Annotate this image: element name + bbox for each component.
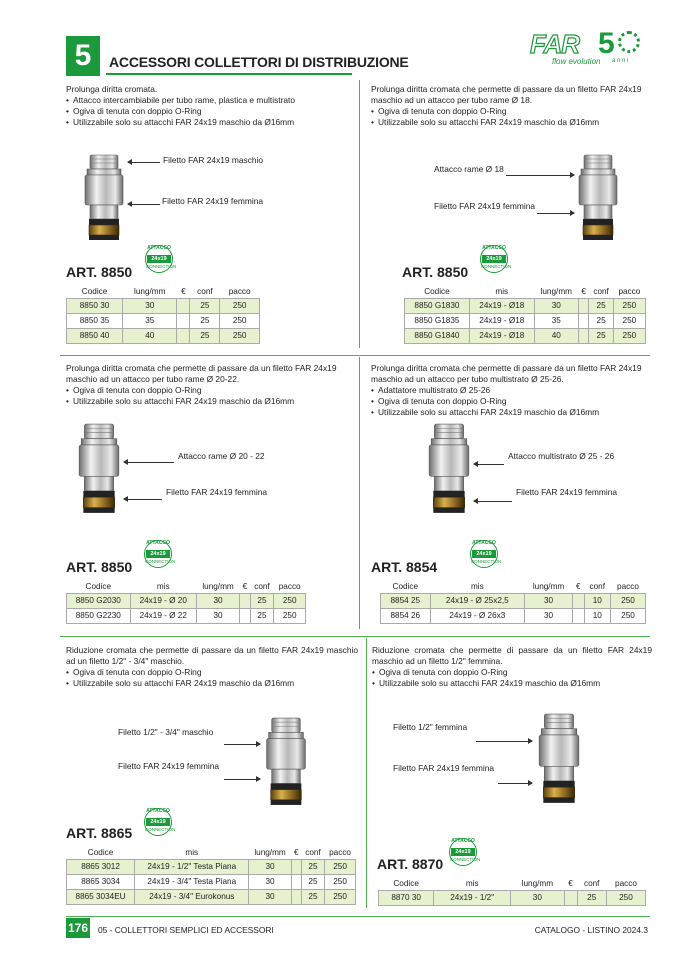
price-table: Codice mis lung/mm € conf pacco 8854 25 24x19 - Ø 25x2,5 30 10 250 8854 26 24x19 - Ø 26x3 30 10 250 [380, 580, 646, 624]
arrow [124, 462, 174, 463]
product-description: Prolunga diritta cromata che permette di passare da un filetto FAR 24x19 maschio ad un attacco per tubo rame Ø 18. • Ogiva di tenuta con doppio O-Ring • Utilizzabile solo su attacchi FAR 24x19 maschio da Ø16mm [371, 84, 651, 128]
arrow [537, 213, 574, 214]
fitting-image [78, 422, 120, 516]
vertical-divider [359, 80, 360, 348]
arrow [474, 464, 504, 465]
connection-badge: ATTACCO 24x19 CONNECTION [480, 245, 508, 273]
table-row: 8850 G1840 24x19 - Ø18 40 25 250 [405, 328, 646, 343]
section-number: 5 [66, 36, 100, 76]
fitting-image [428, 422, 470, 516]
table-row: 8850 35 35 25 250 [67, 313, 260, 328]
arrow [128, 204, 160, 205]
table-row: 8850 G2230 24x19 - Ø 22 30 25 250 [67, 608, 306, 623]
connection-badge: ATTACCO 24x19 CONNECTION [144, 808, 172, 836]
article-title: ART. 8870 [377, 856, 444, 872]
fitting-image [578, 153, 618, 243]
product-description: Riduzione cromata che permette di passare da un filetto FAR 24x19 maschio ad un filetto 1/2" - 3/4" maschio. • Ogiva di tenuta con doppio O-Ring • Utilizzabile solo su attacchi FAR 24x19 maschio da Ø16mm [66, 645, 358, 689]
header-rule [106, 73, 352, 75]
connection-badge: ATTACCO 24x19 CONNECTION [145, 245, 173, 273]
table-row: 8865 3012 24x19 - 1/2" Testa Piana 30 25 250 [67, 859, 356, 874]
table-row: 8850 G2030 24x19 - Ø 20 30 25 250 [67, 593, 306, 608]
article-title: ART. 8850 [66, 559, 133, 575]
horizontal-divider [60, 636, 650, 637]
price-table: Codice mis lung/mm € conf pacco 8850 G2030 24x19 - Ø 20 30 25 250 8850 G2230 24x19 - Ø 22 30 25 250 [66, 580, 306, 624]
article-title: ART. 8850 [402, 264, 469, 280]
arrow [124, 499, 162, 500]
table-row: 8865 3034EU 24x19 - 3/4" Eurokonus 30 25 250 [67, 889, 356, 904]
footer-catalog: CATALOGO - LISTINO 2024.3 [534, 925, 648, 935]
fitting-image [264, 716, 308, 808]
article-title: ART. 8850 [66, 264, 133, 280]
table-row: 8854 26 24x19 - Ø 26x3 30 10 250 [381, 608, 646, 623]
fitting-image [538, 712, 580, 806]
price-table: Codice mis lung/mm € conf pacco 8865 3012 24x19 - 1/2" Testa Piana 30 25 250 8865 3034 24x19 - 3/4" Testa Piana 30 25 250 8865 3034EU 24x19 - 3/4" Eurokonus 30 25 250 [66, 846, 356, 905]
label-thread-female: Filetto FAR 24x19 femmina [118, 761, 220, 771]
table-row: 8870 30 24x19 - 1/2" 30 25 250 [379, 890, 646, 905]
label-thread-female-half: Filetto 1/2" femmina [393, 722, 468, 732]
far-logo: FAR 5 flow evolution a n n i [526, 27, 646, 69]
fitting-image [84, 153, 124, 243]
page-number: 176 [66, 918, 90, 938]
connection-badge: ATTACCO 24x19 CONNECTION [449, 838, 477, 866]
arrow [506, 175, 574, 176]
price-table: Codice lung/mm € conf pacco 8850 30 30 25 250 8850 35 35 25 250 8850 40 40 25 250 [66, 285, 260, 344]
table-row: 8850 40 40 25 250 [67, 328, 260, 343]
label-multilayer: Attacco multistrato Ø 25 - 26 [508, 451, 615, 461]
label-thread-male: Filetto 1/2" - 3/4" maschio [118, 727, 214, 737]
label-thread-female: Filetto FAR 24x19 femmina [516, 487, 618, 497]
arrow [498, 783, 532, 784]
arrow [476, 741, 532, 742]
product-description: Prolunga diritta cromata che permette di passare da un filetto FAR 24x19 maschio ad un attacco per tubo multistrato Ø 25-26. • Adattatore multistrato Ø 25-26 • Ogiva di tenuta con doppio O-Ring • Utilizzabile solo su attacchi FAR 24x19 maschio da Ø16mm [371, 363, 651, 418]
horizontal-divider [60, 355, 650, 356]
product-description: Prolunga diritta cromata che permette di passare da un filetto FAR 24x19 maschio ad un attacco per tubo rame Ø 20-22. • Ogiva di tenuta con doppio O-Ring • Utilizzabile solo su attacchi FAR 24x19 maschio da Ø16mm [66, 363, 351, 407]
arrow [224, 744, 260, 745]
label-thread-female: Filetto FAR 24x19 femmina [166, 487, 268, 497]
arrow [128, 162, 160, 163]
footer-section: 05 - COLLETTORI SEMPLICI ED ACCESSORI [98, 925, 274, 935]
table-row: 8854 25 24x19 - Ø 25x2,5 30 10 250 [381, 593, 646, 608]
label-copper: Attacco rame Ø 20 - 22 [178, 451, 265, 461]
article-title: ART. 8865 [66, 825, 133, 841]
vertical-divider [366, 638, 367, 908]
section-title: ACCESSORI COLLETTORI DI DISTRIBUZIONE [109, 54, 409, 70]
table-row: 8850 30 30 25 250 [67, 298, 260, 313]
price-table: Codice mis lung/mm € conf pacco 8870 30 24x19 - 1/2" 30 25 250 [378, 877, 646, 906]
connection-badge: ATTACCO 24x19 CONNECTION [144, 540, 172, 568]
vertical-divider [359, 357, 360, 629]
arrow [474, 501, 512, 502]
article-title: ART. 8854 [371, 559, 438, 575]
label-thread-male: Filetto FAR 24x19 maschio [163, 155, 264, 165]
table-row: 8850 G1835 24x19 - Ø18 35 25 250 [405, 313, 646, 328]
product-description: Riduzione cromata che permette di passare da un filetto FAR 24x19 maschio ad un filetto 1/2" femmina. • Ogiva di tenuta con doppio O-Ring • Utilizzabile solo su attacchi FAR 24x19 maschio da Ø16mm [372, 645, 652, 689]
footer-rule [66, 916, 650, 917]
gear-icon [618, 31, 640, 53]
label-thread-female: Filetto FAR 24x19 femmina [434, 201, 536, 211]
table-row: 8865 3034 24x19 - 3/4" Testa Piana 30 25 250 [67, 874, 356, 889]
label-copper: Attacco rame Ø 18 [434, 164, 504, 174]
arrow [224, 779, 260, 780]
price-table: Codice mis lung/mm € conf pacco 8850 G1830 24x19 - Ø18 30 25 250 8850 G1835 24x19 - Ø18 35 25 250 8850 G1840 24x19 - Ø18 40 25 250 [404, 285, 646, 344]
product-description: Prolunga diritta cromata. • Attacco intercambiabile per tubo rame, plastica e multistrato • Ogiva di tenuta con doppio O-Ring • Utilizzabile solo su attacchi FAR 24x19 maschio da Ø16mm [66, 84, 351, 128]
label-thread-female: Filetto FAR 24x19 femmina [162, 196, 264, 206]
label-thread-female: Filetto FAR 24x19 femmina [393, 763, 495, 773]
connection-badge: ATTACCO 24x19 CONNECTION [470, 540, 498, 568]
table-row: 8850 G1830 24x19 - Ø18 30 25 250 [405, 298, 646, 313]
